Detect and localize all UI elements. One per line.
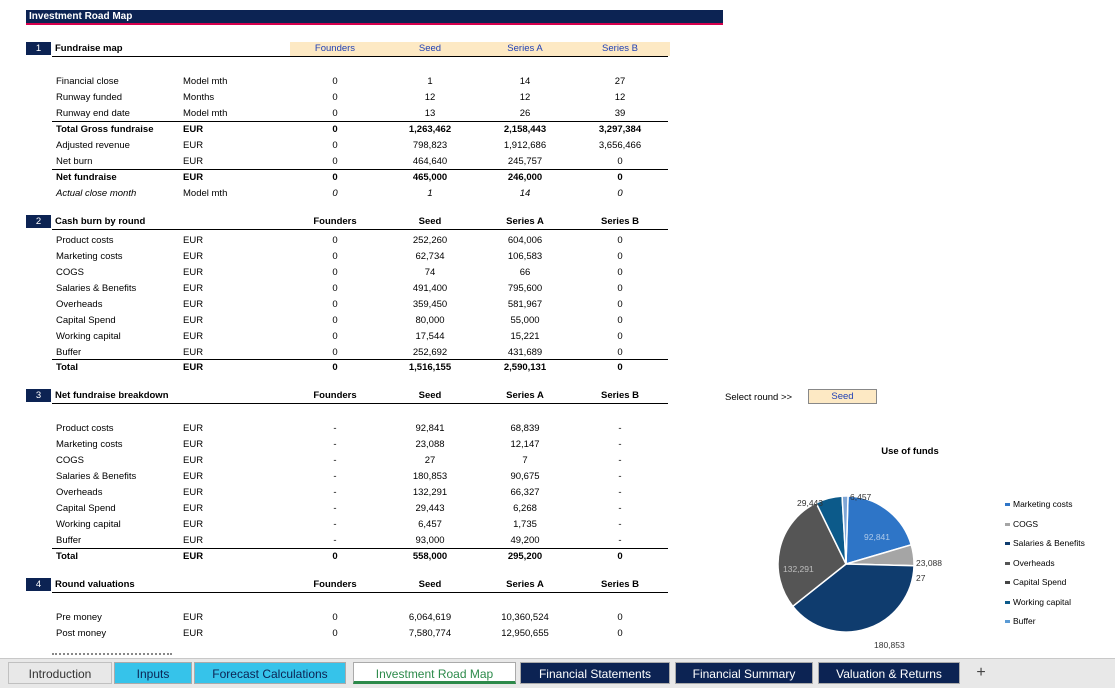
column-header: Series A <box>506 216 544 227</box>
row-unit[interactable]: Model mth <box>183 76 228 87</box>
value-cell[interactable]: 6,457 <box>418 519 442 530</box>
table-row <box>0 626 700 642</box>
column-header: Seed <box>380 42 480 56</box>
row-label[interactable]: Salaries & Benefits <box>56 471 137 482</box>
table-row <box>0 329 700 345</box>
sheet-tab-bar <box>0 658 1115 688</box>
value-cell[interactable]: 27 <box>614 76 626 87</box>
row-label[interactable]: Runway funded <box>56 92 123 103</box>
value-cell[interactable]: - <box>333 503 337 514</box>
value-cell[interactable]: 90,675 <box>510 471 540 482</box>
table-row <box>0 138 700 154</box>
pie-data-label: 27 <box>916 573 926 583</box>
value-cell[interactable]: 13 <box>424 108 436 119</box>
value-cell[interactable]: 558,000 <box>412 551 448 562</box>
sheet-tab-financial-summary[interactable]: Financial Summary <box>675 662 813 684</box>
section-title: Cash burn by round <box>55 216 146 227</box>
value-cell[interactable]: - <box>333 439 337 450</box>
table-row <box>0 549 700 565</box>
row-label[interactable]: Buffer <box>56 347 82 358</box>
legend-entry <box>1005 558 1085 578</box>
row-unit[interactable]: EUR <box>183 299 204 310</box>
value-cell[interactable]: 27 <box>424 455 436 466</box>
chart-legend <box>1005 499 1085 636</box>
value-cell[interactable]: 0 <box>617 188 623 199</box>
value-cell[interactable]: 2,158,443 <box>503 124 547 135</box>
table-row <box>0 469 700 485</box>
table-row <box>0 533 700 549</box>
value-cell[interactable]: 93,000 <box>415 535 445 546</box>
row-label[interactable]: Marketing costs <box>56 439 123 450</box>
select-round-label: Select round >> <box>725 392 793 403</box>
legend-swatch <box>1005 562 1010 565</box>
value-cell[interactable]: 12 <box>614 92 626 103</box>
value-cell[interactable]: 0 <box>332 92 338 103</box>
column-header: Founders <box>290 42 380 56</box>
section-underline <box>52 592 668 593</box>
value-cell[interactable]: - <box>618 519 622 530</box>
row-label[interactable]: Working capital <box>56 519 121 530</box>
value-cell[interactable]: 23,088 <box>415 439 445 450</box>
value-cell[interactable]: 0 <box>617 347 623 358</box>
value-cell[interactable]: 0 <box>617 331 623 342</box>
row-unit[interactable]: EUR <box>183 124 204 135</box>
value-cell[interactable]: - <box>333 423 337 434</box>
legend-label: Overheads <box>1013 557 1055 568</box>
row-label[interactable]: Product costs <box>56 423 114 434</box>
section-underline <box>52 56 668 57</box>
value-cell[interactable]: 106,583 <box>507 251 543 262</box>
column-header: Series B <box>600 216 640 227</box>
row-label[interactable]: Capital Spend <box>56 503 116 514</box>
row-unit[interactable]: Months <box>183 92 215 103</box>
value-cell[interactable]: 431,689 <box>507 347 543 358</box>
value-cell[interactable]: 581,967 <box>507 299 543 310</box>
section-underline <box>52 229 668 230</box>
value-cell[interactable]: - <box>618 503 622 514</box>
row-label[interactable]: Working capital <box>56 331 121 342</box>
section-title: Fundraise map <box>55 43 123 54</box>
value-cell[interactable]: - <box>333 519 337 530</box>
row-unit[interactable]: EUR <box>183 503 204 514</box>
row-unit[interactable]: EUR <box>183 267 204 278</box>
table-row <box>0 501 700 517</box>
section-number: 3 <box>26 389 51 402</box>
section-number: 2 <box>26 215 51 228</box>
row-label[interactable]: Marketing costs <box>56 251 123 262</box>
row-label[interactable]: Total Gross fundraise <box>56 124 154 135</box>
column-header: Seed <box>418 579 442 590</box>
row-unit[interactable]: EUR <box>183 535 204 546</box>
value-cell[interactable]: 2,590,131 <box>503 362 547 373</box>
row-unit[interactable]: EUR <box>183 471 204 482</box>
column-header: Founders <box>313 579 357 590</box>
row-label[interactable]: Product costs <box>56 235 114 246</box>
value-cell[interactable]: 465,000 <box>412 172 448 183</box>
legend-label: Working capital <box>1013 596 1071 607</box>
legend-swatch <box>1005 523 1010 526</box>
value-cell[interactable]: 132,291 <box>412 487 448 498</box>
row-label[interactable]: Net fundraise <box>56 172 117 183</box>
row-unit[interactable]: EUR <box>183 612 204 623</box>
table-row <box>0 313 700 329</box>
sheet-tab-valuation-returns[interactable]: Valuation & Returns <box>818 662 960 684</box>
legend-label: Capital Spend <box>1013 577 1067 587</box>
value-cell[interactable]: 3,297,384 <box>598 124 642 135</box>
row-unit[interactable]: EUR <box>183 362 204 373</box>
value-cell[interactable]: 12 <box>519 92 531 103</box>
value-cell[interactable]: 29,443 <box>415 503 445 514</box>
value-cell[interactable]: 66 <box>519 267 531 278</box>
value-cell[interactable]: 491,400 <box>412 283 448 294</box>
value-cell[interactable]: 180,853 <box>412 471 448 482</box>
sheet-tab-+[interactable]: + <box>976 664 986 681</box>
table-row <box>0 154 700 170</box>
table-row <box>0 281 700 297</box>
column-header: Series A <box>506 579 544 590</box>
value-cell[interactable]: 0 <box>617 551 623 562</box>
value-cell[interactable]: 1,735 <box>513 519 537 530</box>
value-cell[interactable]: 0 <box>617 283 623 294</box>
value-cell[interactable]: 0 <box>617 172 623 183</box>
value-cell[interactable]: 3,656,466 <box>598 140 642 151</box>
value-cell[interactable]: 0 <box>332 362 338 373</box>
value-cell[interactable]: 0 <box>332 551 338 562</box>
sheet-tab-inputs[interactable]: Inputs <box>114 662 192 684</box>
value-cell[interactable]: 0 <box>332 267 338 278</box>
value-cell[interactable]: 7,580,774 <box>408 628 452 639</box>
value-cell[interactable]: - <box>618 455 622 466</box>
row-unit[interactable]: EUR <box>183 283 204 294</box>
value-cell[interactable]: - <box>333 471 337 482</box>
value-cell[interactable]: 6,064,619 <box>408 612 452 623</box>
value-cell[interactable]: 0 <box>617 612 623 623</box>
value-cell[interactable]: 0 <box>617 628 623 639</box>
legend-entry <box>1005 538 1085 558</box>
row-unit[interactable]: EUR <box>183 487 204 498</box>
value-cell[interactable]: - <box>333 487 337 498</box>
value-cell[interactable]: 39 <box>614 108 626 119</box>
value-cell[interactable]: 798,823 <box>412 140 448 151</box>
table-row <box>0 74 700 90</box>
column-header: Seed <box>418 216 442 227</box>
value-cell[interactable]: - <box>618 439 622 450</box>
value-cell[interactable]: 15,221 <box>510 331 540 342</box>
table-row <box>0 485 700 501</box>
value-cell[interactable]: 464,640 <box>412 156 448 167</box>
section-title: Net fundraise breakdown <box>55 390 169 401</box>
value-cell[interactable]: 0 <box>617 235 623 246</box>
table-row <box>0 421 700 437</box>
row-unit[interactable]: EUR <box>183 455 204 466</box>
value-cell[interactable]: 795,600 <box>507 283 543 294</box>
value-cell[interactable]: - <box>618 535 622 546</box>
pie-data-label: 6,457 <box>850 492 872 502</box>
row-label[interactable]: Pre money <box>56 612 102 623</box>
legend-swatch <box>1005 620 1010 623</box>
legend-entry <box>1005 577 1085 597</box>
value-cell[interactable]: 26 <box>519 108 531 119</box>
value-cell[interactable]: 0 <box>332 283 338 294</box>
row-unit[interactable]: EUR <box>183 519 204 530</box>
pie-data-label: 132,291 <box>783 564 814 574</box>
select-round-dropdown[interactable]: Seed <box>808 389 877 404</box>
table-row <box>0 453 700 469</box>
value-cell[interactable]: 359,450 <box>412 299 448 310</box>
table-row <box>0 360 700 376</box>
column-header: Seed <box>418 390 442 401</box>
legend-label: COGS <box>1013 518 1039 529</box>
value-cell[interactable]: 55,000 <box>510 315 540 326</box>
value-cell[interactable]: 0 <box>332 612 338 623</box>
legend-swatch <box>1005 542 1010 545</box>
value-cell[interactable]: 12 <box>424 92 436 103</box>
row-label[interactable]: Runway end date <box>56 108 130 119</box>
value-cell[interactable]: 252,260 <box>412 235 448 246</box>
row-unit[interactable]: EUR <box>183 423 204 434</box>
value-cell[interactable]: 0 <box>617 315 623 326</box>
value-cell[interactable]: 0 <box>332 628 338 639</box>
value-cell[interactable]: 604,006 <box>507 235 543 246</box>
value-cell[interactable]: - <box>618 423 622 434</box>
legend-entry <box>1005 519 1085 539</box>
sheet-tab-investment-road-map[interactable]: Investment Road Map <box>353 662 516 684</box>
row-label[interactable]: Total <box>56 551 78 562</box>
row-label[interactable]: Buffer <box>56 535 82 546</box>
value-cell[interactable]: 12,147 <box>510 439 540 450</box>
sheet-tab-forecast-calculations[interactable]: Forecast Calculations <box>194 662 346 684</box>
row-label[interactable]: COGS <box>56 455 84 466</box>
value-cell[interactable]: 7 <box>522 455 528 466</box>
value-cell[interactable]: 74 <box>424 267 436 278</box>
value-cell[interactable]: 245,757 <box>507 156 543 167</box>
value-cell[interactable]: 0 <box>617 156 623 167</box>
value-cell[interactable]: 0 <box>332 108 338 119</box>
value-cell[interactable]: 0 <box>332 299 338 310</box>
hidden-row-indicator <box>52 653 172 655</box>
section-number: 1 <box>26 42 51 55</box>
value-cell[interactable]: 0 <box>332 347 338 358</box>
table-row <box>0 297 700 313</box>
value-cell[interactable]: 0 <box>332 172 338 183</box>
value-cell[interactable]: 0 <box>332 156 338 167</box>
value-cell[interactable]: 0 <box>332 331 338 342</box>
sheet-tab-introduction[interactable]: Introduction <box>8 662 112 684</box>
column-header: Series B <box>570 42 670 56</box>
table-row <box>0 345 700 361</box>
value-cell[interactable]: 1,912,686 <box>503 140 547 151</box>
row-label[interactable]: Adjusted revenue <box>56 140 130 151</box>
value-cell[interactable]: 1 <box>427 188 433 199</box>
table-row <box>0 249 700 265</box>
row-label[interactable]: Financial close <box>56 76 119 87</box>
table-row <box>0 170 700 186</box>
table-row <box>0 106 700 122</box>
column-header: Founders <box>313 390 357 401</box>
row-label[interactable]: Total <box>56 362 78 373</box>
value-cell[interactable]: 295,200 <box>507 551 543 562</box>
row-unit[interactable]: EUR <box>183 235 204 246</box>
value-cell[interactable]: 0 <box>332 188 338 199</box>
row-label[interactable]: Net burn <box>56 156 93 167</box>
value-cell[interactable]: - <box>333 535 337 546</box>
value-cell[interactable]: 0 <box>617 299 623 310</box>
value-cell[interactable]: 0 <box>617 267 623 278</box>
row-label[interactable]: Capital Spend <box>56 315 116 326</box>
row-unit[interactable]: EUR <box>183 172 204 183</box>
value-cell[interactable]: 14 <box>519 76 531 87</box>
value-cell[interactable]: 80,000 <box>415 315 445 326</box>
legend-label: Marketing costs <box>1013 499 1073 509</box>
table-row <box>0 122 700 138</box>
column-header: Series A <box>470 42 580 56</box>
row-label[interactable]: COGS <box>56 267 84 278</box>
pie-data-label: 23,088 <box>916 558 942 568</box>
row-label[interactable]: Overheads <box>56 487 103 498</box>
table-row <box>0 186 700 202</box>
legend-label: Buffer <box>1013 616 1036 626</box>
value-cell[interactable]: 252,692 <box>412 347 448 358</box>
table-row <box>0 233 700 249</box>
section-title: Round valuations <box>55 579 135 590</box>
row-unit[interactable]: Model mth <box>183 188 228 199</box>
value-cell[interactable]: 66,327 <box>510 487 540 498</box>
value-cell[interactable]: 0 <box>332 140 338 151</box>
value-cell[interactable]: 49,200 <box>510 535 540 546</box>
row-unit[interactable]: EUR <box>183 251 204 262</box>
value-cell[interactable]: - <box>618 487 622 498</box>
table-row <box>0 90 700 106</box>
legend-swatch <box>1005 601 1010 604</box>
value-cell[interactable]: - <box>618 471 622 482</box>
legend-swatch <box>1005 503 1010 506</box>
table-row <box>0 610 700 626</box>
value-cell[interactable]: 1,516,155 <box>408 362 452 373</box>
column-header: Series A <box>506 390 544 401</box>
chart-title: Use of funds <box>881 446 939 457</box>
value-cell[interactable]: 0 <box>617 362 623 373</box>
row-unit[interactable]: EUR <box>183 347 204 358</box>
value-cell[interactable]: 62,734 <box>415 251 445 262</box>
value-cell[interactable]: - <box>333 455 337 466</box>
pie-data-label: 29,443 <box>797 498 823 508</box>
row-unit[interactable]: EUR <box>183 331 204 342</box>
row-unit[interactable]: EUR <box>183 551 204 562</box>
legend-label: Salaries & Benefits <box>1013 538 1085 548</box>
value-cell[interactable]: 0 <box>332 76 338 87</box>
column-header: Series B <box>600 579 640 590</box>
sheet-tab-financial-statements[interactable]: Financial Statements <box>520 662 670 684</box>
section-underline <box>52 403 668 404</box>
table-row <box>0 437 700 453</box>
row-label[interactable]: Salaries & Benefits <box>56 283 137 294</box>
value-cell[interactable]: 0 <box>617 251 623 262</box>
legend-swatch <box>1005 581 1010 584</box>
row-label[interactable]: Overheads <box>56 299 103 310</box>
value-cell[interactable]: 6,268 <box>513 503 537 514</box>
column-header: Series B <box>600 390 640 401</box>
legend-entry <box>1005 597 1085 617</box>
legend-entry <box>1005 616 1085 636</box>
row-label[interactable]: Post money <box>56 628 107 639</box>
row-unit[interactable]: EUR <box>183 315 204 326</box>
value-cell[interactable]: 17,544 <box>415 331 445 342</box>
column-header: Founders <box>313 216 357 227</box>
table-row <box>0 265 700 281</box>
value-cell[interactable]: 1,263,462 <box>408 124 452 135</box>
value-cell[interactable]: 92,841 <box>415 423 445 434</box>
sheet-title: Investment Road Map <box>26 10 723 25</box>
value-cell[interactable]: 0 <box>332 124 338 135</box>
row-unit[interactable]: EUR <box>183 156 204 167</box>
section-number: 4 <box>26 578 51 591</box>
legend-entry <box>1005 499 1085 519</box>
value-cell[interactable]: 0 <box>332 315 338 326</box>
value-cell[interactable]: 246,000 <box>507 172 543 183</box>
value-cell[interactable]: 12,950,655 <box>501 628 549 639</box>
row-unit[interactable]: EUR <box>183 628 204 639</box>
pie-data-label: 92,841 <box>864 532 890 542</box>
value-cell[interactable]: 0 <box>332 235 338 246</box>
row-unit[interactable]: EUR <box>183 439 204 450</box>
value-cell[interactable]: 10,360,524 <box>501 612 549 623</box>
value-cell[interactable]: 1 <box>427 76 433 87</box>
pie-data-label: 180,853 <box>874 640 905 650</box>
value-cell[interactable]: 0 <box>332 251 338 262</box>
row-unit[interactable]: EUR <box>183 140 204 151</box>
value-cell[interactable]: 14 <box>519 188 531 199</box>
row-label[interactable]: Actual close month <box>56 188 137 199</box>
table-row <box>0 517 700 533</box>
value-cell[interactable]: 68,839 <box>510 423 540 434</box>
row-unit[interactable]: Model mth <box>183 108 228 119</box>
